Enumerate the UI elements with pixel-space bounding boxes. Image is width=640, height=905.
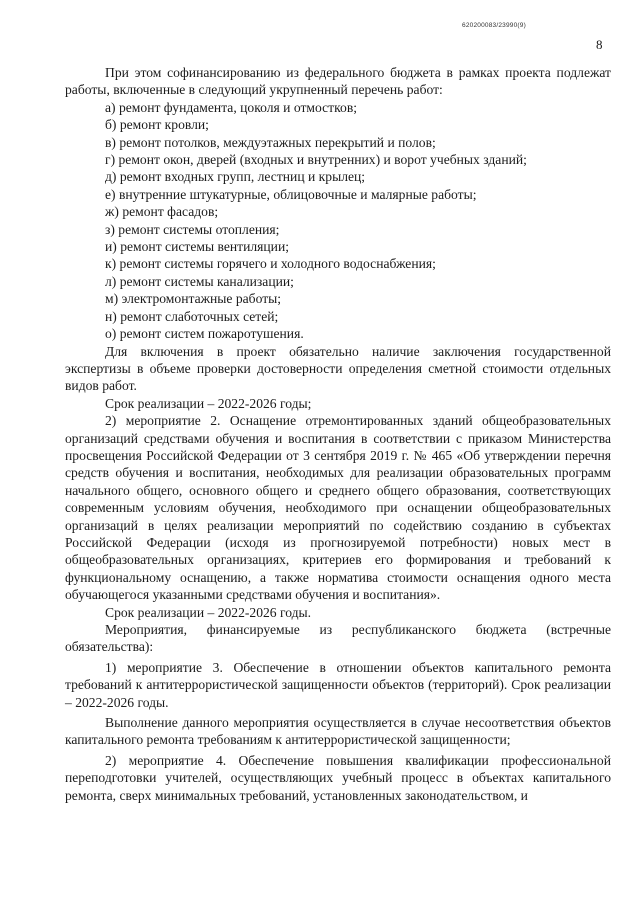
works-list-item: н) ремонт слаботочных сетей; <box>105 308 279 324</box>
measure-2-paragraph: 2) мероприятие 2. Оснащение отремонтированных зданий общеобразовательных организаций средствами обучения и воспитания в соответствии с приказом Министерства просвещения Российской Федерации от 3 сентября 2019 г. № 465 «Об утверждении перечня средств обучения и воспитания, необходимых для реализации образовательных программ начального общего, основного общего и среднего общего образования, соответствующих современным условиям обучения, необходимого при оснащении общеобразовательных организаций в целях реализации мероприятий по содействию созданию в субъектах Российской Федерации (исходя из прогнозируемой потребности) новых мест в общеобразовательных организациях, критериев его формирования и требований к функциональному оснащению, а также норматива стоимости оснащения одного места обучающегося указанными средствами обучения и воспитания». <box>65 413 611 603</box>
republic-measures-intro: Мероприятия, финансируемые из республиканского бюджета (встречные обязательства): <box>65 622 611 655</box>
works-list-item: б) ремонт кровли; <box>105 117 209 133</box>
measure-3-note-paragraph: Выполнение данного мероприятия осуществляется в случае несоответствия объектов капитального ремонта требованиям к антитеррористической защищенности; <box>65 715 611 748</box>
works-list-item: е) внутренние штукатурные, облицовочные и малярные работы; <box>105 186 477 202</box>
works-list-item: к) ремонт системы горячего и холодного водоснабжения; <box>105 256 436 272</box>
expertise-paragraph: Для включения в проект обязательно наличие заключения государственной экспертизы в объеме проверки достоверности определения сметной стоимости отдельных видов работ. <box>65 343 611 394</box>
works-list-item: в) ремонт потолков, междуэтажных перекрытий и полов; <box>105 134 436 150</box>
measure-4-paragraph: 2) мероприятие 4. Обеспечение повышения квалификации профессиональной переподготовки учителей, осуществляющих учебный процесс в объектах капитального ремонта, сверх минимальных требований, установленных законодательством, и <box>65 752 611 803</box>
works-list-item: и) ремонт системы вентиляции; <box>105 239 289 255</box>
works-list-item: з) ремонт системы отопления; <box>105 221 280 237</box>
works-list-item: а) ремонт фундамента, цоколя и отмостков; <box>105 99 358 115</box>
page-number: 8 <box>596 37 603 52</box>
works-list <box>65 99 611 343</box>
works-list-item: г) ремонт окон, дверей (входных и внутренних) и ворот учебных зданий; <box>105 152 527 168</box>
term-paragraph: Срок реализации – 2022-2026 годы. <box>105 604 312 620</box>
works-list-item: м) электромонтажные работы; <box>105 291 282 307</box>
measure-3-paragraph: 1) мероприятие 3. Обеспечение в отношении объектов капитального ремонта требований к антитеррористической защищенности объектов (территорий). Срок реализации – 2022-2026 годы. <box>65 659 611 710</box>
works-list-item: о) ремонт систем пожаротушения. <box>105 326 304 342</box>
term-paragraph: Срок реализации – 2022-2026 годы; <box>105 395 312 411</box>
works-list-item: ж) ремонт фасадов; <box>105 204 219 220</box>
document-body <box>65 64 611 804</box>
works-list-item: д) ремонт входных групп, лестниц и крылец; <box>105 169 366 185</box>
document-registration-number: 620200083/23990(9) <box>462 22 526 29</box>
works-list-item: л) ремонт системы канализации; <box>105 273 294 289</box>
intro-paragraph: При этом софинансированию из федерального бюджета в рамках проекта подлежат работы, включенные в следующий укрупненный перечень работ: <box>65 65 611 98</box>
